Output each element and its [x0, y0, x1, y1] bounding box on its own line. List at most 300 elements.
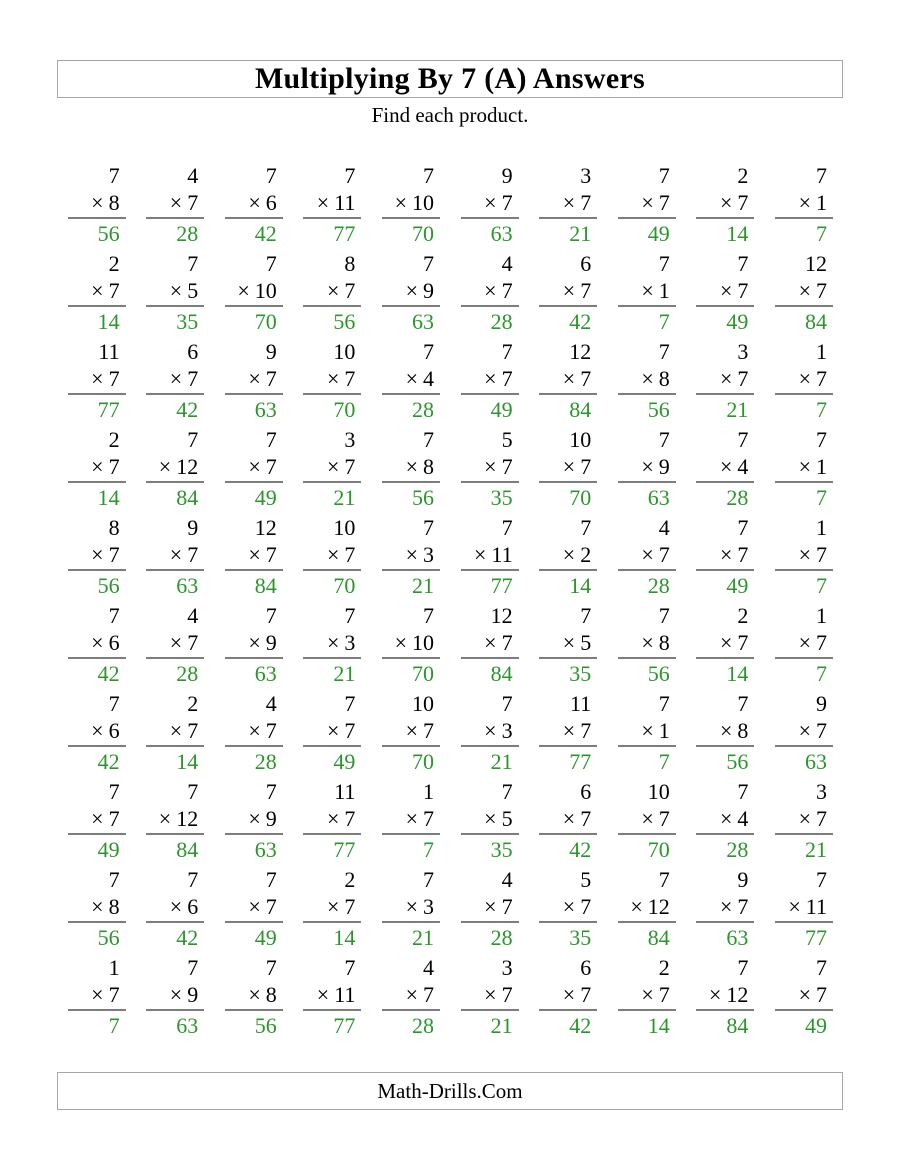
- problem-r9-c4: [303, 866, 361, 954]
- multiplicand: 12: [569, 339, 592, 364]
- answer: 28: [176, 661, 199, 686]
- multiplier: 9: [658, 454, 670, 479]
- problem-r10-c4: [303, 954, 361, 1042]
- multiplicand: 7: [265, 427, 277, 452]
- multiplier: 7: [108, 806, 120, 831]
- problem-r4-c3: [225, 426, 283, 514]
- answer: 14: [97, 309, 120, 334]
- problem-r8-c4: [303, 778, 361, 866]
- title-box: [57, 60, 843, 98]
- answer: 35: [490, 485, 513, 510]
- multiplicand: 7: [422, 603, 434, 628]
- problem-r3-c6: [461, 338, 519, 426]
- problem-r6-c8: [618, 602, 676, 690]
- answer: 21: [333, 661, 356, 686]
- multiplicand: 10: [411, 691, 434, 716]
- problem-r7-c8: [618, 690, 676, 778]
- multiplicand: 1: [108, 955, 120, 980]
- multiplier-row: [775, 629, 833, 656]
- answer: 21: [490, 749, 513, 774]
- multiplier: 8: [658, 366, 670, 391]
- multiplier-row: [539, 189, 597, 216]
- problem-r3-c3: [225, 338, 283, 426]
- multiplier: 10: [411, 190, 434, 215]
- problem-r2-c2: [146, 250, 204, 338]
- multiplier-row: [146, 189, 204, 216]
- multiplicand: 7: [501, 515, 513, 540]
- multiply-icon: ×: [719, 806, 733, 831]
- multiply-icon: ×: [169, 718, 183, 743]
- answer: 77: [333, 1013, 356, 1038]
- multiply-icon: ×: [169, 190, 183, 215]
- problem-r9-c6: [461, 866, 519, 954]
- multiply-icon: ×: [91, 982, 104, 1007]
- multiplier-row: [696, 893, 754, 920]
- multiplicand: 7: [187, 867, 199, 892]
- multiply-icon: ×: [169, 630, 183, 655]
- multiplier-row: [382, 453, 440, 480]
- answer: 77: [804, 925, 827, 950]
- multiply-icon: ×: [248, 982, 261, 1007]
- multiplier-row: [68, 717, 126, 744]
- multiplicand: 7: [737, 691, 749, 716]
- answer: 42: [254, 221, 277, 246]
- multiplicand: 7: [737, 427, 749, 452]
- answer: 63: [254, 837, 277, 862]
- multiply-icon: ×: [719, 718, 733, 743]
- problem-r4-c8: [618, 426, 676, 514]
- multiplier: 9: [422, 278, 434, 303]
- multiplier: 3: [422, 542, 434, 567]
- multiplier-row: [225, 893, 283, 920]
- multiplier: 7: [422, 982, 434, 1007]
- multiplier-row: [618, 541, 676, 568]
- multiplier-row: [775, 893, 833, 920]
- multiplier: 5: [501, 806, 513, 831]
- answer: 7: [815, 485, 827, 510]
- multiplier-row: [775, 365, 833, 392]
- multiplier-row: [303, 365, 361, 392]
- multiplicand: 4: [501, 867, 513, 892]
- multiplier: 11: [805, 894, 827, 919]
- problem-r10-c5: [382, 954, 440, 1042]
- multiplicand: 7: [265, 163, 277, 188]
- multiply-icon: ×: [641, 278, 654, 303]
- multiply-icon: ×: [394, 630, 407, 655]
- multiplier-row: [461, 717, 519, 744]
- multiplicand: 7: [815, 867, 827, 892]
- multiplier: 7: [344, 454, 356, 479]
- multiply-icon: ×: [562, 454, 576, 479]
- multiplier: 7: [501, 366, 513, 391]
- problem-r2-c7: [539, 250, 597, 338]
- multiplier: 7: [108, 542, 120, 567]
- problem-r1-c7: [539, 162, 597, 250]
- problem-r8-c7: [539, 778, 597, 866]
- answer: 42: [176, 925, 199, 950]
- multiplier: 7: [501, 630, 513, 655]
- multiplicand: 7: [815, 427, 827, 452]
- multiply-icon: ×: [326, 278, 340, 303]
- multiply-icon: ×: [326, 542, 340, 567]
- multiply-icon: ×: [630, 894, 643, 919]
- multiplier: 7: [580, 894, 592, 919]
- multiplier: 1: [815, 454, 827, 479]
- multiplier: 8: [108, 190, 120, 215]
- multiplier: 7: [580, 366, 592, 391]
- multiplier-row: [68, 629, 126, 656]
- multiplicand: 3: [815, 779, 827, 804]
- answer: 42: [176, 397, 199, 422]
- multiplicand: 1: [815, 515, 827, 540]
- multiplicand: 7: [580, 515, 592, 540]
- multiplier-row: [303, 717, 361, 744]
- multiplicand: 2: [187, 691, 199, 716]
- problem-r8-c5: [382, 778, 440, 866]
- multiplier: 7: [265, 718, 277, 743]
- multiplier: 6: [265, 190, 277, 215]
- answer: 77: [569, 749, 592, 774]
- answer: 21: [411, 573, 434, 598]
- multiplier-row: [775, 805, 833, 832]
- multiplier-row: [146, 277, 204, 304]
- answer: 35: [569, 661, 592, 686]
- multiplier: 7: [265, 542, 277, 567]
- answer: 63: [490, 221, 513, 246]
- multiplier: 7: [737, 894, 749, 919]
- multiply-icon: ×: [91, 630, 104, 655]
- multiply-icon: ×: [405, 542, 418, 567]
- multiplier-row: [618, 629, 676, 656]
- answer: 14: [333, 925, 356, 950]
- multiplier-row: [225, 189, 283, 216]
- answer: 35: [569, 925, 592, 950]
- answer: 70: [411, 221, 434, 246]
- multiply-icon: ×: [798, 366, 811, 391]
- answer: 63: [254, 661, 277, 686]
- multiplier: 7: [344, 806, 356, 831]
- multiplicand: 7: [187, 955, 199, 980]
- multiply-icon: ×: [641, 542, 654, 567]
- problem-r9-c5: [382, 866, 440, 954]
- answer: 56: [647, 397, 670, 422]
- multiplicand: 7: [737, 515, 749, 540]
- multiplier-row: [382, 629, 440, 656]
- multiplier: 7: [344, 542, 356, 567]
- multiplier-row: [539, 893, 597, 920]
- multiply-icon: ×: [91, 190, 104, 215]
- answer: 28: [726, 837, 749, 862]
- multiplicand: 7: [422, 163, 434, 188]
- multiplier: 7: [187, 718, 199, 743]
- multiplier-row: [146, 981, 204, 1008]
- problem-r2-c10: [775, 250, 833, 338]
- answer: 28: [411, 397, 434, 422]
- multiplier-row: [696, 365, 754, 392]
- multiplicand: 7: [658, 867, 670, 892]
- multiplicand: 7: [422, 427, 434, 452]
- multiply-icon: ×: [798, 718, 811, 743]
- answer: 7: [815, 221, 827, 246]
- multiplicand: 9: [501, 163, 513, 188]
- multiplicand: 10: [569, 427, 592, 452]
- multiplier-row: [382, 541, 440, 568]
- multiplier-row: [146, 541, 204, 568]
- problem-r2-c3: [225, 250, 283, 338]
- multiplicand: 7: [580, 603, 592, 628]
- multiplier: 10: [411, 630, 434, 655]
- problem-r4-c4: [303, 426, 361, 514]
- multiplier-row: [382, 717, 440, 744]
- multiplier-row: [461, 981, 519, 1008]
- problem-r9-c2: [146, 866, 204, 954]
- problem-r5-c10: [775, 514, 833, 602]
- multiplier: 5: [187, 278, 199, 303]
- answer: 63: [411, 309, 434, 334]
- multiplier: 7: [580, 718, 592, 743]
- multiplicand: 4: [422, 955, 434, 980]
- answer: 56: [726, 749, 749, 774]
- multiply-icon: ×: [326, 894, 340, 919]
- multiplicand: 7: [815, 955, 827, 980]
- footer-brand: Math-Drills.Com: [377, 1078, 523, 1103]
- multiply-icon: ×: [641, 190, 654, 215]
- multiplier: 7: [108, 366, 120, 391]
- answer: 56: [97, 221, 120, 246]
- problem-r3-c8: [618, 338, 676, 426]
- multiplicand: 11: [570, 691, 592, 716]
- multiplier: 4: [422, 366, 434, 391]
- problem-r3-c1: [68, 338, 126, 426]
- answer: 49: [254, 485, 277, 510]
- answer: 49: [254, 925, 277, 950]
- problem-r7-c3: [225, 690, 283, 778]
- multiplier: 1: [658, 278, 670, 303]
- multiplicand: 7: [737, 251, 749, 276]
- problem-r6-c4: [303, 602, 361, 690]
- answer: 28: [254, 749, 277, 774]
- multiplier-row: [146, 365, 204, 392]
- answer: 84: [254, 573, 277, 598]
- answer: 7: [108, 1013, 120, 1038]
- multiply-icon: ×: [91, 542, 104, 567]
- problem-r7-c9: [696, 690, 754, 778]
- problem-r2-c6: [461, 250, 519, 338]
- multiply-icon: ×: [719, 454, 733, 479]
- answer: 42: [97, 661, 120, 686]
- problem-r10-c6: [461, 954, 519, 1042]
- multiply-icon: ×: [169, 278, 183, 303]
- multiplicand: 4: [658, 515, 670, 540]
- answer: 70: [569, 485, 592, 510]
- problem-r3-c9: [696, 338, 754, 426]
- multiply-icon: ×: [248, 806, 261, 831]
- multiplier-row: [539, 805, 597, 832]
- multiplier-row: [225, 365, 283, 392]
- multiplier-row: [382, 189, 440, 216]
- multiplicand: 7: [501, 691, 513, 716]
- multiply-icon: ×: [326, 718, 340, 743]
- problem-r6-c10: [775, 602, 833, 690]
- multiplicand: 7: [344, 603, 356, 628]
- multiplicand: 2: [108, 427, 120, 452]
- multiplier-row: [225, 629, 283, 656]
- multiply-icon: ×: [248, 894, 261, 919]
- answer: 35: [490, 837, 513, 862]
- multiplier: 7: [737, 366, 749, 391]
- answer: 84: [176, 485, 199, 510]
- problem-r4-c2: [146, 426, 204, 514]
- multiply-icon: ×: [169, 542, 183, 567]
- answer: 63: [647, 485, 670, 510]
- answer: 7: [815, 397, 827, 422]
- problem-r3-c5: [382, 338, 440, 426]
- multiplicand: 8: [344, 251, 356, 276]
- multiplier: 7: [108, 278, 120, 303]
- problem-r9-c8: [618, 866, 676, 954]
- problem-r9-c1: [68, 866, 126, 954]
- multiply-icon: ×: [641, 982, 654, 1007]
- multiply-icon: ×: [237, 278, 250, 303]
- multiplier-row: [539, 541, 597, 568]
- multiply-icon: ×: [248, 718, 261, 743]
- answer: 56: [97, 573, 120, 598]
- multiplier: 2: [580, 542, 592, 567]
- answer: 63: [254, 397, 277, 422]
- multiplier-row: [382, 365, 440, 392]
- problem-r9-c7: [539, 866, 597, 954]
- problem-r10-c10: [775, 954, 833, 1042]
- problem-r7-c2: [146, 690, 204, 778]
- problem-r2-c5: [382, 250, 440, 338]
- multiply-icon: ×: [719, 630, 733, 655]
- multiply-icon: ×: [484, 982, 497, 1007]
- multiply-icon: ×: [719, 542, 733, 567]
- multiplicand: 8: [108, 515, 120, 540]
- answer: 14: [97, 485, 120, 510]
- problem-r4-c1: [68, 426, 126, 514]
- problem-r8-c1: [68, 778, 126, 866]
- multiplier-row: [461, 365, 519, 392]
- multiplier-row: [461, 541, 519, 568]
- multiplicand: 7: [108, 779, 120, 804]
- problem-r10-c2: [146, 954, 204, 1042]
- answer: 63: [176, 1013, 199, 1038]
- answer: 14: [726, 221, 749, 246]
- multiplier-row: [775, 277, 833, 304]
- problem-r8-c6: [461, 778, 519, 866]
- problem-r5-c8: [618, 514, 676, 602]
- problem-r2-c4: [303, 250, 361, 338]
- multiplicand: 7: [344, 955, 356, 980]
- multiplicand: 7: [108, 603, 120, 628]
- problem-r3-c2: [146, 338, 204, 426]
- multiplier-row: [68, 277, 126, 304]
- multiplicand: 7: [344, 163, 356, 188]
- multiplier-row: [618, 893, 676, 920]
- problem-r2-c9: [696, 250, 754, 338]
- problem-r6-c9: [696, 602, 754, 690]
- answer: 77: [97, 397, 120, 422]
- multiplier-row: [539, 365, 597, 392]
- problem-r4-c5: [382, 426, 440, 514]
- multiplicand: 7: [187, 251, 199, 276]
- multiply-icon: ×: [405, 806, 418, 831]
- problem-r1-c8: [618, 162, 676, 250]
- multiplicand: 10: [647, 779, 670, 804]
- multiplier: 10: [254, 278, 277, 303]
- multiplicand: 7: [658, 251, 670, 276]
- multiplicand: 7: [422, 515, 434, 540]
- multiply-icon: ×: [473, 542, 487, 567]
- multiplicand: 6: [580, 955, 592, 980]
- answer: 14: [726, 661, 749, 686]
- multiplicand: 7: [658, 163, 670, 188]
- multiplicand: 3: [737, 339, 749, 364]
- problem-r5-c9: [696, 514, 754, 602]
- answer: 70: [254, 309, 277, 334]
- multiplier: 6: [187, 894, 199, 919]
- problems-grid: [57, 162, 843, 1042]
- multiplier: 7: [737, 630, 749, 655]
- multiplier-row: [225, 541, 283, 568]
- answer: 21: [804, 837, 827, 862]
- problem-r1-c5: [382, 162, 440, 250]
- problem-r7-c6: [461, 690, 519, 778]
- multiply-icon: ×: [405, 454, 418, 479]
- multiplicand: 11: [98, 339, 120, 364]
- multiplier: 7: [815, 982, 827, 1007]
- multiplier: 12: [647, 894, 670, 919]
- problem-r9-c9: [696, 866, 754, 954]
- multiplier-row: [696, 541, 754, 568]
- multiplier: 12: [726, 982, 749, 1007]
- multiplier: 4: [737, 454, 749, 479]
- multiplicand: 7: [422, 251, 434, 276]
- multiply-icon: ×: [484, 718, 497, 743]
- multiplicand: 3: [501, 955, 513, 980]
- multiply-icon: ×: [798, 806, 811, 831]
- multiplier-row: [146, 629, 204, 656]
- multiplier-row: [68, 893, 126, 920]
- multiplicand: 7: [265, 779, 277, 804]
- answer: 42: [97, 749, 120, 774]
- multiplier: 7: [344, 366, 356, 391]
- answer: 21: [726, 397, 749, 422]
- multiplier: 6: [108, 718, 120, 743]
- answer: 63: [176, 573, 199, 598]
- multiplier-row: [382, 805, 440, 832]
- problem-r6-c6: [461, 602, 519, 690]
- multiplier-row: [68, 541, 126, 568]
- problem-r5-c6: [461, 514, 519, 602]
- multiply-icon: ×: [484, 454, 497, 479]
- problem-r6-c7: [539, 602, 597, 690]
- answer: 77: [333, 837, 356, 862]
- problem-r2-c1: [68, 250, 126, 338]
- multiplier: 1: [658, 718, 670, 743]
- multiplier: 7: [108, 454, 120, 479]
- multiplier: 3: [501, 718, 513, 743]
- multiply-icon: ×: [562, 806, 576, 831]
- answer: 70: [647, 837, 670, 862]
- multiplier: 3: [344, 630, 356, 655]
- multiply-icon: ×: [562, 718, 576, 743]
- multiplicand: 7: [108, 163, 120, 188]
- multiplicand: 7: [187, 427, 199, 452]
- answer: 70: [411, 661, 434, 686]
- multiplier: 11: [491, 542, 513, 567]
